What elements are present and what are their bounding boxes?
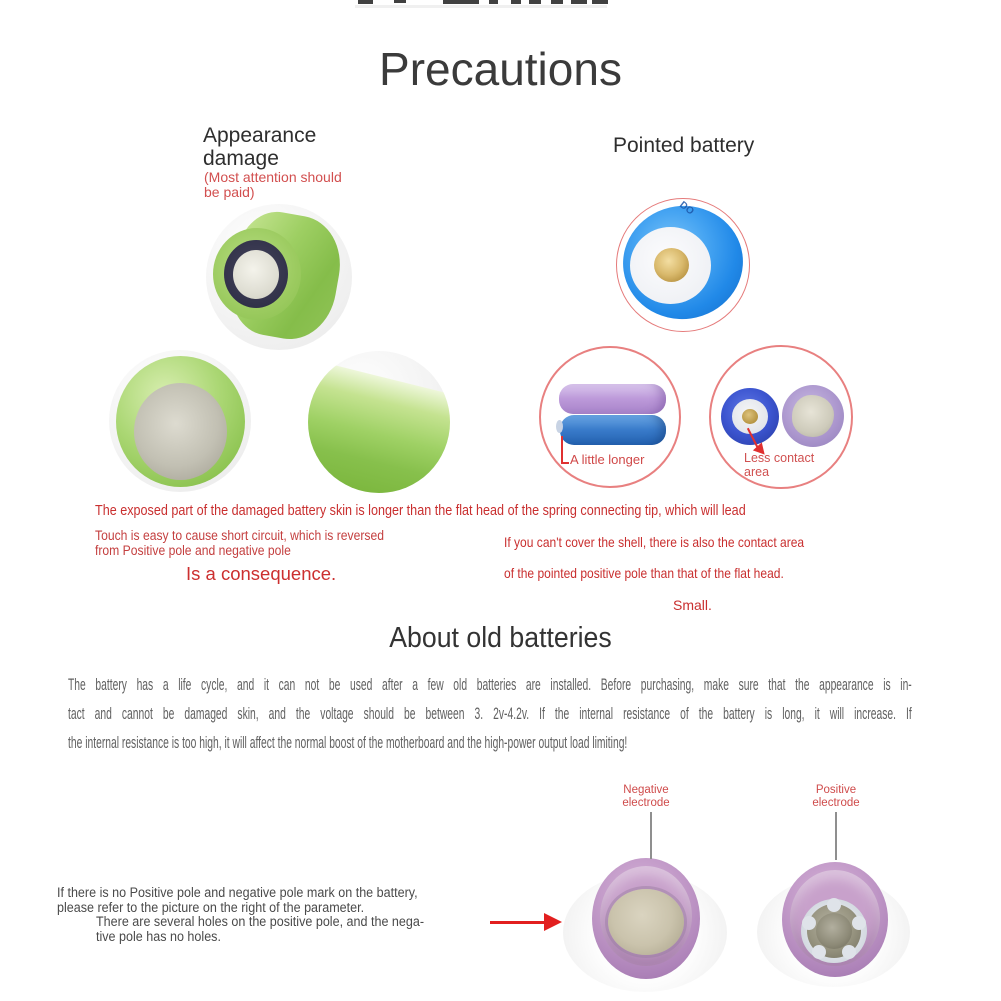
- cropped-glyph-fragment: [394, 0, 406, 3]
- purple-cylinder-battery: [559, 384, 666, 414]
- purple-cell-silver-top: [792, 395, 834, 437]
- little-longer-label: A little longer: [570, 452, 645, 467]
- label-line: electrode: [812, 796, 860, 809]
- pointed-battery-photo: [616, 198, 750, 332]
- label-line: Less contact: [744, 451, 815, 465]
- warning-line: Touch is easy to cause short circuit, which is reversed: [95, 528, 385, 543]
- page-title: Precautions: [379, 43, 622, 95]
- blue-battery-gold-tip: [654, 248, 689, 282]
- note-line: (Most attention should: [204, 169, 342, 185]
- negative-cell-flat-center: [608, 889, 684, 955]
- positive-cell-metal-center: [816, 913, 852, 949]
- blue-battery-print-marking: DO: [677, 199, 696, 218]
- note-line: be paid): [204, 183, 255, 200]
- green-battery-side-body: [308, 355, 450, 493]
- paragraph-line: tact and cannot be damaged skin, and the voltage should be between 3. 2v-4.2v. If the internal resistance of the battery is long, it will increase. If: [68, 705, 912, 723]
- callout-bracket-line: [561, 436, 563, 464]
- cropped-glyph-fragment: [529, 0, 541, 4]
- paragraph-line: The battery has a life cycle, and it can not be used after a few old batteries are installed. Before purchasing, make sure that the appearance is in-: [68, 676, 912, 694]
- cropped-glyph-fragment: [489, 0, 498, 4]
- cropped-glyph-shadow: [355, 5, 607, 8]
- battery-tip-nub: [556, 420, 563, 433]
- electrode-figure: [480, 770, 1001, 1001]
- positive-pole-hole: [852, 916, 866, 930]
- warning-right-line2: of the pointed positive pole than that of the flat head.: [504, 565, 784, 581]
- polarity-detail-text: [96, 915, 424, 945]
- green-battery-photo-damaged: [109, 350, 251, 492]
- label-line: area: [744, 464, 770, 479]
- polarity-intro-text: [57, 886, 418, 916]
- warning-left-emphasis: Is a consequence.: [186, 563, 337, 584]
- blue-cylinder-battery: [560, 415, 666, 445]
- cropped-glyph-fragment: [592, 0, 608, 4]
- text-line: please refer to the picture on the right of the parameter.: [57, 899, 365, 915]
- pointed-battery-heading: Pointed battery: [613, 134, 755, 157]
- green-battery-silver-center: [233, 250, 279, 299]
- label-line: Positive: [815, 784, 857, 796]
- warning-line: from Positive pole and negative pole: [95, 543, 291, 558]
- less-contact-label: [744, 452, 828, 479]
- positive-electrode-label: [794, 784, 878, 809]
- callout-circle-length: [539, 346, 681, 488]
- warning-right-line3: Small.: [673, 597, 712, 613]
- text-line: There are several holes on the positive pole, and the nega-: [96, 914, 425, 929]
- positive-pole-hole: [802, 916, 816, 930]
- positive-pole-hole: [842, 945, 856, 959]
- appearance-damage-note: [204, 170, 342, 199]
- appearance-damage-heading: Appearance damage: [203, 124, 317, 170]
- green-battery-photo-top: [206, 204, 352, 350]
- warning-left-block: [95, 528, 384, 558]
- cropped-glyph-fragment: [571, 0, 587, 4]
- callout-circle-contact: [709, 345, 853, 489]
- red-arrow-icon: [544, 913, 562, 931]
- warning-right-line1: If you can't cover the shell, there is also the contact area: [504, 534, 805, 550]
- cropped-glyph-fragment: [511, 0, 521, 4]
- warning-line-full: The exposed part of the damaged battery skin is longer than the flat head of the spring connecting tip, which will lead: [95, 502, 746, 519]
- positive-pole-hole: [812, 945, 826, 959]
- cropped-glyph-fragment: [443, 0, 479, 4]
- callout-bracket-tick: [561, 462, 569, 464]
- negative-pointer-line: [650, 812, 652, 859]
- negative-electrode-label: [604, 784, 688, 809]
- green-battery-exposed-center: [134, 383, 227, 480]
- positive-pointer-line: [835, 812, 837, 860]
- label-line: electrode: [622, 796, 670, 809]
- positive-pole-hole: [827, 898, 841, 912]
- red-arrow-shaft: [490, 921, 546, 924]
- text-line: tive pole has no holes.: [96, 928, 221, 944]
- cropped-glyph-fragment: [551, 0, 563, 4]
- cropped-glyph-fragment: [358, 0, 373, 4]
- text-line: If there is no Positive pole and negative pole mark on the battery,: [57, 885, 418, 900]
- about-old-batteries-heading: About old batteries: [389, 622, 612, 654]
- old-batteries-paragraph: [68, 671, 1001, 758]
- blue-cell-gold-button: [742, 409, 758, 424]
- paragraph-line: the internal resistance is too high, it will affect the normal boost of the motherboard and the high-power output load limiting!: [68, 734, 628, 752]
- green-battery-photo-side: [308, 351, 450, 493]
- label-line: Negative: [623, 784, 669, 796]
